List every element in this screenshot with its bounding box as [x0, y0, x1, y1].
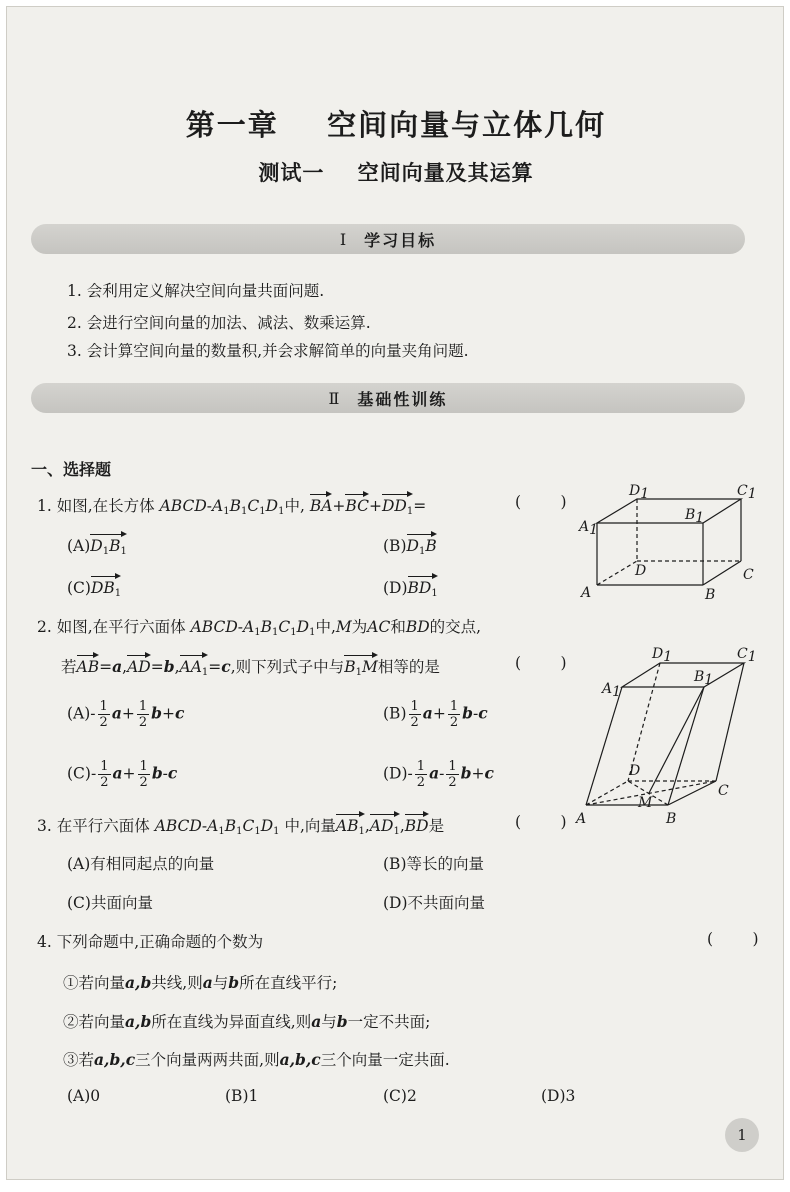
vertex-label-C1: C1: [737, 646, 757, 665]
vector-AD1: $AD_1$: [370, 813, 400, 837]
section-number: Ⅱ: [328, 388, 342, 408]
vertex-label-D1: D1: [629, 483, 650, 502]
option-2B: (B) $\frac{1}{2}$ a+ $\frac{1}{2}$ b-c: [383, 699, 488, 730]
vector-D1B1: $D_1B_1$: [90, 533, 127, 557]
option-3C: (C)共面向量: [67, 894, 153, 912]
statement-1: ①若向量a,b共线,则a与b所在直线平行;: [63, 973, 338, 992]
section-heading-choice: 一、选择题: [31, 460, 112, 479]
letter: A: [212, 497, 224, 515]
vertex-label-B: B: [666, 811, 677, 827]
option-1B: $(B)D_1B$: [383, 533, 437, 557]
vertex-label-C: C: [743, 567, 754, 583]
vector-AB: AB: [77, 654, 100, 676]
letter: D: [265, 497, 279, 515]
equals-sign: =: [413, 497, 427, 515]
vector-AB1: $AB_1$: [336, 813, 365, 837]
question-text: 如图,在长方体: [56, 497, 155, 515]
option-1C: $(C)DB_1$: [67, 575, 121, 599]
subscript: 1: [223, 506, 230, 517]
chapter-title: 第一章 空间向量与立体几何: [185, 108, 607, 142]
objective-item: 3. 会计算空间向量的数量积,并会求解简单的向量夹角问题.: [67, 342, 469, 360]
parallelepiped-figure: [572, 647, 767, 827]
test-title: 测试一 空间向量及其运算: [258, 161, 534, 185]
letter: M: [335, 618, 352, 636]
option-2A: (A)- $\frac{1}{2}$ a+ $\frac{1}{2}$ b+c: [67, 699, 185, 730]
answer-paren-q1: ( ): [515, 493, 567, 511]
vector-BA: BA: [310, 493, 333, 515]
vertex-label-A: A: [581, 585, 592, 601]
subscript: 1: [278, 506, 285, 517]
question-text: 的交点,: [429, 618, 482, 636]
vertex-label-A1: A1: [602, 681, 622, 700]
solid-label: ABCD: [159, 497, 207, 515]
question-number: 1.: [37, 497, 52, 515]
vector-D1B: $D_1B$: [407, 533, 437, 557]
question-3-stem: 3. 在平行六面体 ABCD-$A_1B_1C_1D_1$ 中,向量$AB_1,AD_1,BD$是: [37, 813, 444, 837]
vertex-label-A: A: [576, 811, 587, 827]
option-4B: (B)1: [225, 1087, 259, 1105]
question-number: 3.: [37, 817, 52, 835]
question-text: 中,: [315, 618, 336, 636]
vertex-label-C1: C1: [737, 483, 757, 502]
option-1D: $(D)BD_1$: [383, 575, 438, 599]
option-4D: (D)3: [541, 1087, 576, 1105]
vector-BD: BD: [405, 813, 429, 835]
option-4C: (C)2: [383, 1087, 417, 1105]
option-2D: (D)- $\frac{1}{2}$ a- $\frac{1}{2}$ b+c: [383, 759, 494, 790]
section-band-training: [31, 383, 745, 413]
section-number: Ⅰ: [339, 229, 349, 249]
vertex-label-D: D: [635, 563, 647, 579]
vector-BC: BC: [345, 493, 369, 515]
option-2C: (C)- $\frac{1}{2}$ a+ $\frac{1}{2}$ b-c: [67, 759, 178, 790]
question-text: 和: [390, 618, 406, 636]
statement-3: ③若a,b,c三个向量两两共面,则a,b,c三个向量一定共面.: [63, 1050, 450, 1069]
question-text: 若: [61, 658, 77, 676]
section-band-goals: [31, 224, 745, 254]
vertex-label-B1: B1: [694, 669, 714, 688]
plus-sign: +: [368, 497, 382, 515]
segment-label: AC: [367, 618, 391, 636]
plus-sign: +: [332, 497, 346, 515]
subscript: 1: [259, 506, 266, 517]
question-2-stem-line2: 若$AB=a,AD=b,AA_1=c$,则下列式子中与$B_1M$相等的是: [61, 654, 440, 678]
question-1-stem: [37, 493, 426, 517]
vertex-label-B1: B1: [685, 507, 705, 526]
answer-paren-q3: ( ): [515, 813, 567, 831]
option-3D: (D)不共面向量: [383, 894, 486, 912]
section-label: 学习目标: [364, 230, 437, 250]
solid-label: ABCD: [190, 618, 238, 636]
question-number: 2.: [37, 618, 52, 636]
question-text: ,则下列式子中与: [230, 658, 345, 676]
vertex-label-M: M: [638, 795, 653, 811]
answer-paren-q2: ( ): [515, 654, 567, 672]
cuboid-figure: [577, 483, 767, 603]
option-3B: (B)等长的向量: [383, 855, 484, 873]
question-text: 是: [428, 817, 445, 835]
question-4-stem: [37, 930, 263, 952]
vertex-label-B: B: [705, 587, 716, 603]
section-label: 基础性训练: [357, 389, 448, 409]
option-3A: (A)有相同起点的向量: [67, 855, 215, 873]
question-text: 如图,在平行六面体: [56, 618, 186, 636]
question-text: 中,向量: [284, 817, 336, 835]
vector-AD: AD: [127, 654, 151, 676]
letter: B: [229, 497, 241, 515]
question-text: 在平行六面体: [56, 817, 150, 835]
letter: C: [247, 497, 260, 515]
vector-DB1: $DB_1$: [91, 575, 121, 599]
question-2-stem: 2. 如图,在平行六面体 ABCD-$A_1B_1C_1D_1$中,M为AC和BD的交点,: [37, 618, 482, 638]
subscript: 1: [241, 506, 248, 517]
option-4A: (A)0: [67, 1087, 101, 1105]
vector-DD1: $DD_1$: [382, 493, 413, 517]
segment-label: BD: [405, 618, 430, 636]
answer-paren-q4: ( ): [707, 930, 759, 948]
statement-2: ②若向量a,b所在直线为异面直线,则a与b一定不共面;: [63, 1012, 431, 1031]
dash: -: [206, 497, 213, 515]
page-number: 1: [725, 1118, 759, 1152]
vector-AA1: $AA_1$: [180, 654, 209, 678]
vector-B1M: $B_1M$: [344, 654, 378, 678]
textbook-page: [6, 6, 784, 1180]
question-text: 中,: [284, 497, 305, 515]
vertex-label-D1: D1: [652, 646, 673, 665]
option-1A: $(A)D_1B_1$: [67, 533, 127, 557]
objective-item: 2. 会进行空间向量的加法、减法、数乘运算.: [67, 314, 371, 332]
vertex-label-D: D: [629, 763, 641, 779]
objective-item: 1. 会利用定义解决空间向量共面问题.: [67, 282, 325, 300]
vector-BD1: $BD_1$: [408, 575, 438, 599]
question-number: 4.: [37, 933, 52, 951]
question-text: 相等的是: [377, 658, 440, 676]
vertex-label-C: C: [718, 783, 729, 799]
vertex-label-A1: A1: [579, 519, 599, 538]
question-text: 为: [351, 618, 368, 636]
question-text: 下列命题中,正确命题的个数为: [56, 933, 264, 951]
